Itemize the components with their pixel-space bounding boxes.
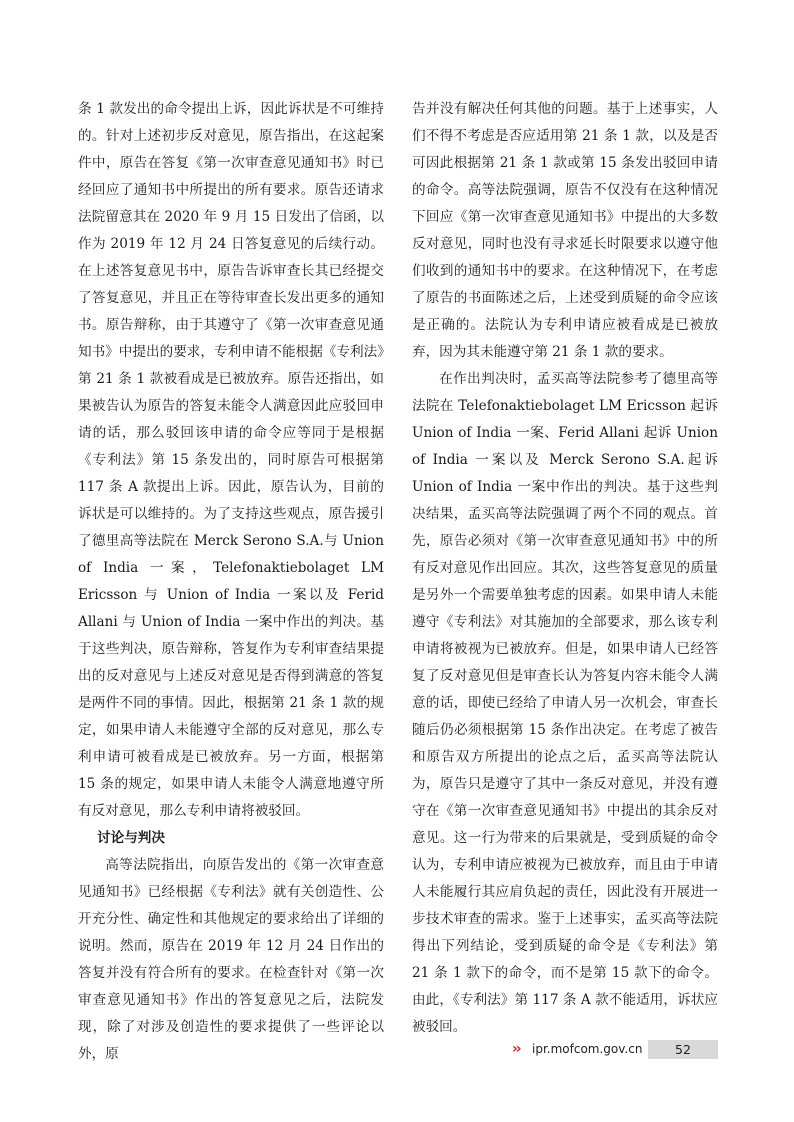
body-paragraph: 高等法院指出，向原告发出的《第一次审查意见通知书》已经根据《专利法》就有关创造性、公开充分性、确定性和其他规定的要求给出了详细的说明。然而，原告在 2019 年 12 月 24 日作出的答复并没有符合所有的要求。在检查针对《第一次审查意见通知书》作出的答复意见之后，法院发现，除了对涉及创造性的要求提供了一些评论以外，原 xyxy=(78,857,384,1062)
double-chevron-icon: ›› xyxy=(512,1041,520,1057)
body-paragraph: 告并没有解决任何其他的问题。基于上述事实，人们不得不考虑是否应适用第 21 条 1 款，以及是否可因此根据第 21 条 1 款或第 15 条发出驳回申请的命令。高等法院强调，原告不仅没有在这种情况下回应《第一次审查意见通知书》中提出的大多数反对意见，同时也没有寻求延长时限要求以遵守他们收到的通知书中的要求。在这种情况下，在考虑了原告的书面陈述之后，上述受到质疑的命令应该是正确的。法院认为专利申请应被看成是已被放弃，因为其未能遵守第 21 条 1 款的要求。 xyxy=(412,101,718,360)
section-heading: 讨论与判决 xyxy=(97,830,165,846)
left-column xyxy=(78,96,384,1068)
body-paragraph: 在作出判决时，孟买高等法院参考了德里高等法院在 Telefonaktiebolaget LM Ericsson 起诉 Union of India 一案、Ferid Allani 起诉 Union of India 一案以及 Merck Serono S.A.起诉 Union of India 一案中作出的判决。基于这些判决结果，孟买高等法院强调了两个不同的观点。首先，原告必须对《第一次审查意见通知书》中的所有反对意见作出回应。其次，这些答复意见的质量是另外一个需要单独考虑的因素。如果申请人未能遵守《专利法》对其施加的全部要求，那么该专利申请将被视为已被放弃。但是，如果申请人已经答复了反对意见但是审查长认为答复内容未能令人满意的话，即使已经给了申请人另一次机会，审查长随后仍必须根据第 15 条作出决定。在考虑了被告和原告双方所提出的论点之后，孟买高等法院认为，原告只是遵守了其中一条反对意见，并没有遵守在《第一次审查意见通知书》中提出的其余反对意见。这一行为带来的后果就是，受到质疑的命令认为，专利申请应被视为已被放弃，而且由于申请人未能履行其应肩负起的责任，因此没有开展进一步技术审查的需求。鉴于上述事实，孟买高等法院得出下列结论，受到质疑的命令是《专利法》第 21 条 1 款下的命令，而不是第 15 款下的命令。由此，《专利法》第 117 条 A 款不能适用，诉状应被驳回。 xyxy=(412,371,718,1035)
right-column xyxy=(412,96,718,1041)
page-footer xyxy=(0,1040,794,1060)
website-link[interactable]: ipr.mofcom.gov.cn xyxy=(532,1042,643,1056)
page-number: 52 xyxy=(648,1040,718,1059)
body-paragraph: 条 1 款发出的命令提出上诉，因此诉状是不可维持的。针对上述初步反对意见，原告指出，在这起案件中，原告在答复《第一次审查意见通知书》时已经回应了通知书中所提出的所有要求。原告还请求法院留意其在 2020 年 9 月 15 日发出了信函，以作为 2019 年 12 月 24 日答复意见的后续行动。在上述答复意见书中，原告告诉审查长其已经提交了答复意见，并且正在等待审查长发出更多的通知书。原告辩称，由于其遵守了《第一次审查意见通知书》中提出的要求，专利申请不能根据《专利法》第 21 条 1 款被看成是已被放弃。原告还指出，如果被告认为原告的答复未能令人满意因此应驳回申请的话，那么驳回该申请的命令应等同于是根据《专利法》第 15 条发出的，同时原告可根据第 117 条 A 款提出上诉。因此，原告认为，目前的诉状是可以维持的。为了支持这些观点，原告援引了德里高等法院在 Merck Serono S.A.与 Union of India 一案，Telefonaktiebolaget LM Ericsson 与 Union of India 一案以及 Ferid Allani 与 Union of India 一案中作出的判决。基于这些判决，原告辩称，答复作为专利审查结果提出的反对意见与上述反对意见是否得到满意的答复是两件不同的事情。因此，根据第 21 条 1 款的规定，如果申请人未能遵守全部的反对意见，那么专利申请可被看成是已被放弃。另一方面，根据第 15 条的规定，如果申请人未能令人满意地遵守所有反对意见，那么专利申请将被驳回。 xyxy=(78,101,384,819)
